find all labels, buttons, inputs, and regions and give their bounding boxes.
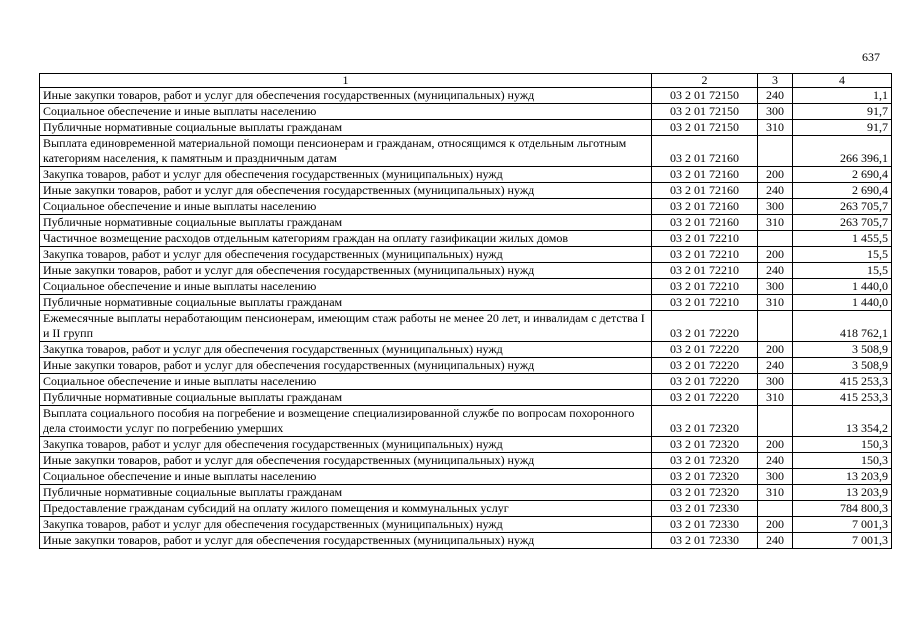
table-row: [40, 469, 892, 485]
row-code-cell: 03 2 01 72160: [652, 183, 758, 199]
row-code-cell: 03 2 01 72220: [652, 390, 758, 406]
row-sum-cell: 784 800,3: [793, 501, 892, 517]
row-code-cell: 03 2 01 72220: [652, 342, 758, 358]
row-code-cell: 03 2 01 72150: [652, 120, 758, 136]
row-sum-cell: 1,1: [793, 88, 892, 104]
row-name-cell: Закупка товаров, работ и услуг для обеспечения государственных (муниципальных) нужд: [40, 437, 652, 453]
table-row: [40, 120, 892, 136]
row-code-cell: 03 2 01 72210: [652, 263, 758, 279]
row-sum-cell: 13 203,9: [793, 469, 892, 485]
table-row: [40, 263, 892, 279]
row-code-cell: 03 2 01 72150: [652, 88, 758, 104]
table-row: [40, 167, 892, 183]
row-name-cell: Социальное обеспечение и иные выплаты населению: [40, 104, 652, 120]
budget-table: [39, 73, 892, 549]
row-code-cell: 03 2 01 72210: [652, 231, 758, 247]
row-name-cell: Иные закупки товаров, работ и услуг для обеспечения государственных (муниципальных) нужд: [40, 183, 652, 199]
row-code-cell: 03 2 01 72210: [652, 247, 758, 263]
row-type-cell: 240: [758, 183, 793, 199]
row-type-cell: [758, 311, 793, 342]
row-type-cell: 310: [758, 485, 793, 501]
row-type-cell: 300: [758, 199, 793, 215]
row-name-cell: Социальное обеспечение и иные выплаты населению: [40, 469, 652, 485]
row-code-cell: 03 2 01 72320: [652, 485, 758, 501]
row-code-cell: 03 2 01 72210: [652, 295, 758, 311]
row-type-cell: 240: [758, 263, 793, 279]
row-code-cell: 03 2 01 72320: [652, 453, 758, 469]
table-row: [40, 485, 892, 501]
row-sum-cell: 1 455,5: [793, 231, 892, 247]
row-type-cell: 310: [758, 215, 793, 231]
table-row: [40, 437, 892, 453]
row-type-cell: [758, 231, 793, 247]
table-row: [40, 231, 892, 247]
row-name-cell: Публичные нормативные социальные выплаты гражданам: [40, 120, 652, 136]
row-code-cell: 03 2 01 72210: [652, 279, 758, 295]
row-sum-cell: 263 705,7: [793, 199, 892, 215]
row-sum-cell: 13 203,9: [793, 485, 892, 501]
row-name-cell: Ежемесячные выплаты неработающим пенсионерам, имеющим стаж работы не менее 20 лет, и инвалидам с детства I и II групп: [40, 311, 652, 342]
table-row: [40, 247, 892, 263]
row-name-cell: Социальное обеспечение и иные выплаты населению: [40, 199, 652, 215]
row-type-cell: 310: [758, 295, 793, 311]
row-name-cell: Закупка товаров, работ и услуг для обеспечения государственных (муниципальных) нужд: [40, 342, 652, 358]
row-name-cell: Социальное обеспечение и иные выплаты населению: [40, 374, 652, 390]
header-col-2: 2: [652, 74, 758, 88]
row-name-cell: Выплата социального пособия на погребение и возмещение специализированной службе по вопросам похоронного дела стоимости услуг по погребению умерших: [40, 406, 652, 437]
row-sum-cell: 2 690,4: [793, 183, 892, 199]
row-code-cell: 03 2 01 72320: [652, 469, 758, 485]
row-type-cell: 240: [758, 533, 793, 549]
row-name-cell: Иные закупки товаров, работ и услуг для обеспечения государственных (муниципальных) нужд: [40, 453, 652, 469]
row-name-cell: Социальное обеспечение и иные выплаты населению: [40, 279, 652, 295]
table-row: [40, 104, 892, 120]
table-row: [40, 501, 892, 517]
row-name-cell: Иные закупки товаров, работ и услуг для обеспечения государственных (муниципальных) нужд: [40, 263, 652, 279]
row-name-cell: Иные закупки товаров, работ и услуг для обеспечения государственных (муниципальных) нужд: [40, 358, 652, 374]
row-type-cell: 310: [758, 120, 793, 136]
table-row: [40, 342, 892, 358]
row-type-cell: 300: [758, 104, 793, 120]
row-type-cell: [758, 406, 793, 437]
table-row: [40, 390, 892, 406]
row-type-cell: 200: [758, 167, 793, 183]
row-sum-cell: 1 440,0: [793, 295, 892, 311]
header-col-4: 4: [793, 74, 892, 88]
row-code-cell: 03 2 01 72330: [652, 501, 758, 517]
row-code-cell: 03 2 01 72320: [652, 437, 758, 453]
row-type-cell: 240: [758, 358, 793, 374]
row-sum-cell: 415 253,3: [793, 390, 892, 406]
header-col-1: 1: [40, 74, 652, 88]
row-type-cell: 200: [758, 342, 793, 358]
table-row: [40, 295, 892, 311]
header-col-3: 3: [758, 74, 793, 88]
row-type-cell: 200: [758, 247, 793, 263]
table-row: [40, 533, 892, 549]
row-sum-cell: 91,7: [793, 104, 892, 120]
table-body: [40, 88, 892, 549]
row-type-cell: 300: [758, 374, 793, 390]
row-code-cell: 03 2 01 72160: [652, 167, 758, 183]
row-sum-cell: 150,3: [793, 453, 892, 469]
row-type-cell: [758, 136, 793, 167]
table-row: [40, 215, 892, 231]
row-code-cell: 03 2 01 72150: [652, 104, 758, 120]
table-row: [40, 358, 892, 374]
row-sum-cell: 2 690,4: [793, 167, 892, 183]
row-sum-cell: 3 508,9: [793, 358, 892, 374]
page-number: 637: [862, 50, 880, 64]
table-row: [40, 517, 892, 533]
row-sum-cell: 3 508,9: [793, 342, 892, 358]
row-sum-cell: 15,5: [793, 247, 892, 263]
row-name-cell: Выплата единовременной материальной помощи пенсионерам и гражданам, относящимся к отдельным льготным категориям населения, к памятным и праздничным датам: [40, 136, 652, 167]
row-type-cell: 300: [758, 469, 793, 485]
row-sum-cell: 91,7: [793, 120, 892, 136]
row-code-cell: 03 2 01 72160: [652, 199, 758, 215]
row-name-cell: Публичные нормативные социальные выплаты гражданам: [40, 485, 652, 501]
row-sum-cell: 415 253,3: [793, 374, 892, 390]
row-type-cell: 300: [758, 279, 793, 295]
row-type-cell: 200: [758, 437, 793, 453]
row-type-cell: 310: [758, 390, 793, 406]
table-row: [40, 374, 892, 390]
row-name-cell: Закупка товаров, работ и услуг для обеспечения государственных (муниципальных) нужд: [40, 167, 652, 183]
row-code-cell: 03 2 01 72160: [652, 136, 758, 167]
row-code-cell: 03 2 01 72330: [652, 533, 758, 549]
row-sum-cell: 150,3: [793, 437, 892, 453]
row-sum-cell: 13 354,2: [793, 406, 892, 437]
row-code-cell: 03 2 01 72160: [652, 215, 758, 231]
row-name-cell: Публичные нормативные социальные выплаты гражданам: [40, 215, 652, 231]
row-sum-cell: 418 762,1: [793, 311, 892, 342]
row-name-cell: Частичное возмещение расходов отдельным категориям граждан на оплату газификации жилых домов: [40, 231, 652, 247]
row-type-cell: 200: [758, 517, 793, 533]
row-name-cell: Публичные нормативные социальные выплаты гражданам: [40, 390, 652, 406]
row-sum-cell: 7 001,3: [793, 517, 892, 533]
row-name-cell: Предоставление гражданам субсидий на оплату жилого помещения и коммунальных услуг: [40, 501, 652, 517]
table-header-row: [40, 74, 892, 88]
table-row: [40, 279, 892, 295]
row-sum-cell: 7 001,3: [793, 533, 892, 549]
row-name-cell: Публичные нормативные социальные выплаты гражданам: [40, 295, 652, 311]
row-code-cell: 03 2 01 72220: [652, 358, 758, 374]
row-sum-cell: 263 705,7: [793, 215, 892, 231]
row-sum-cell: 15,5: [793, 263, 892, 279]
row-code-cell: 03 2 01 72320: [652, 406, 758, 437]
row-code-cell: 03 2 01 72220: [652, 374, 758, 390]
row-name-cell: Закупка товаров, работ и услуг для обеспечения государственных (муниципальных) нужд: [40, 247, 652, 263]
row-type-cell: 240: [758, 453, 793, 469]
row-name-cell: Закупка товаров, работ и услуг для обеспечения государственных (муниципальных) нужд: [40, 517, 652, 533]
row-sum-cell: 266 396,1: [793, 136, 892, 167]
table-row: [40, 88, 892, 104]
table-row: [40, 311, 892, 342]
row-code-cell: 03 2 01 72220: [652, 311, 758, 342]
row-name-cell: Иные закупки товаров, работ и услуг для обеспечения государственных (муниципальных) нужд: [40, 88, 652, 104]
row-code-cell: 03 2 01 72330: [652, 517, 758, 533]
row-type-cell: [758, 501, 793, 517]
table-row: [40, 406, 892, 437]
table-row: [40, 453, 892, 469]
row-type-cell: 240: [758, 88, 793, 104]
table-row: [40, 136, 892, 167]
table-row: [40, 183, 892, 199]
row-sum-cell: 1 440,0: [793, 279, 892, 295]
table-row: [40, 199, 892, 215]
row-name-cell: Иные закупки товаров, работ и услуг для обеспечения государственных (муниципальных) нужд: [40, 533, 652, 549]
